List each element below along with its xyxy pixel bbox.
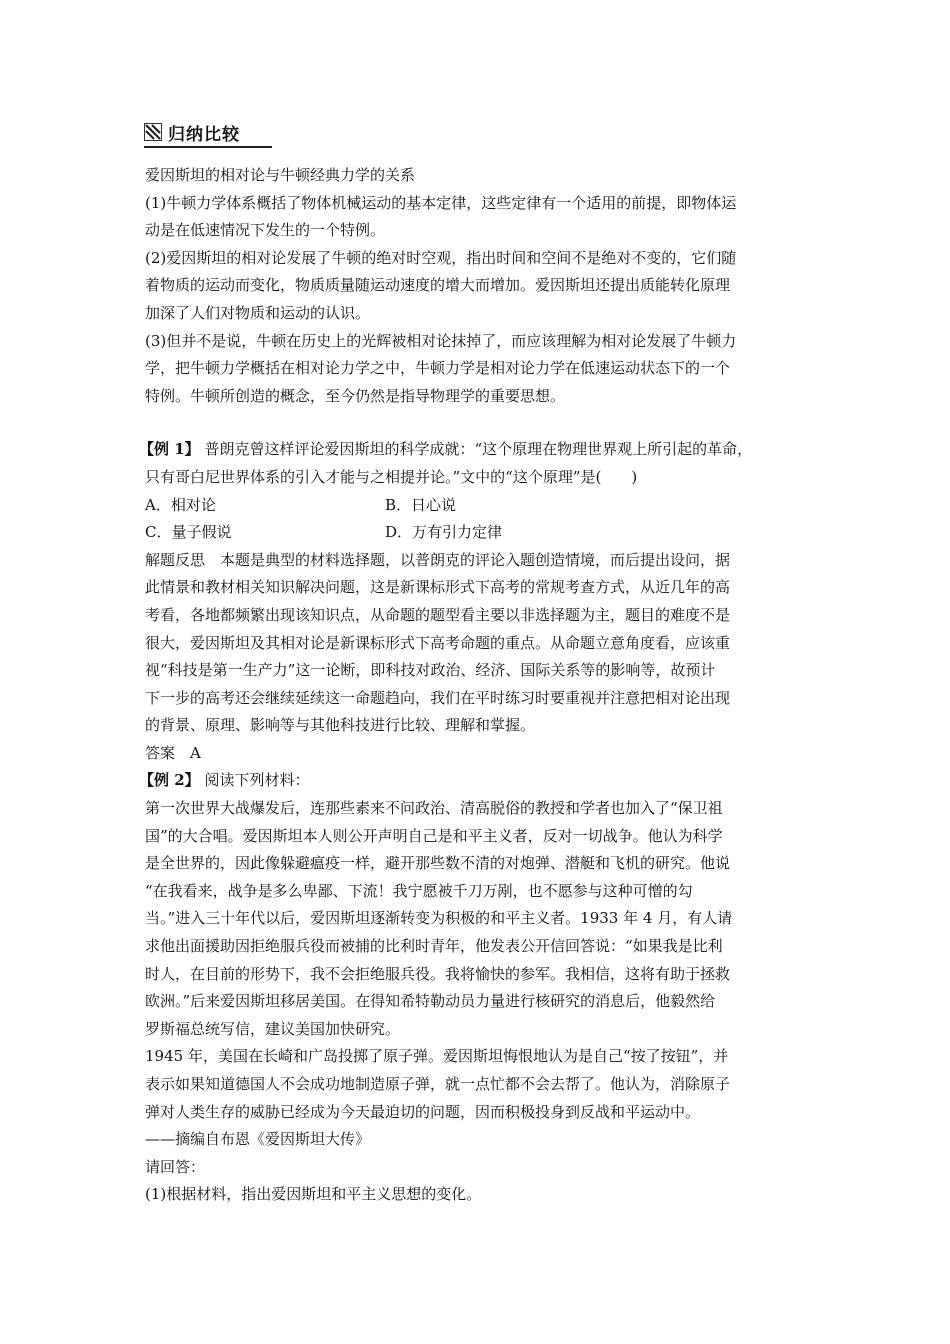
summary-line: (3)但并不是说，牛顿在历史上的光辉被相对论抹掉了，而应该理解为相对论发展了牛顿力 [145, 331, 737, 350]
reflection-line: 下一步的高考还会继续延续这一命题趋向，我们在平时练习时要重视并注意把相对论出现 [145, 688, 731, 707]
example2-intro: 阅读下列材料： [199, 771, 310, 790]
choices-row [145, 492, 835, 520]
material-line: “在我看来，战争是多么卑鄙、下流！我宁愿被千刀万剐，也不愿参与这种可憎的勾 [145, 881, 693, 900]
option-a: A．相对论 [145, 495, 216, 514]
reflection-line: 考看，各地都频繁出现该知识点，从命题的题型看主要以非选择题为主，题目的难度不是 [145, 605, 731, 624]
example1-question-line: 普朗克曾这样评论爱因斯坦的科学成就：“这个原理在物理世界观上所引起的革命， [199, 440, 753, 459]
material-line: 罗斯福总统写信，建议美国加快研究。 [145, 1019, 401, 1038]
section-header [144, 118, 272, 148]
material-line: 时人，在目前的形势下，我不会拒绝服兵役。我将愉快的参军。我相信，这将有助于拯救 [145, 964, 731, 983]
material-line: 弹对人类生存的威胁已经成为今天最迫切的问题，因而积极投身到反战和平运动中。 [145, 1102, 701, 1121]
reflection-line: 的背景、原理、影响等与其他科技进行比较、理解和掌握。 [145, 716, 536, 735]
material-line: 第一次世界大战爆发后，连那些素来不问政治、清高脱俗的教授和学者也加入了“保卫祖 [145, 799, 723, 818]
material-line: 当。”进入三十年代以后，爱因斯坦逐渐转变为积极的和平主义者。1933 年 4 月，有人请 [145, 909, 733, 928]
source-citation: ——摘编自布恩《爱因斯坦大传》 [145, 1130, 371, 1149]
summary-subtitle: 爱因斯坦的相对论与牛顿经典力学的关系 [145, 166, 416, 184]
diagonal-lines-icon [144, 123, 162, 141]
material-line: 欧洲。”后来爱因斯坦移居美国。在得知希特勒动员力量进行核研究的消息后，他毅然给 [145, 992, 716, 1011]
choices-row [145, 519, 835, 547]
section-title: 归纳比较 [168, 124, 240, 145]
example2-header [139, 767, 835, 795]
spacer [145, 410, 835, 436]
option-d: D．万有引力定律 [385, 523, 503, 542]
example1-question [139, 436, 835, 464]
option-b: B．日心说 [385, 495, 457, 514]
material-line: 是全世界的，因此像躲避瘟疫一样，避开那些数不清的对炮弹、潜艇和飞机的研究。他说 [145, 854, 731, 873]
question-1: (1)根据材料，指出爱因斯坦和平主义思想的变化。 [145, 1185, 482, 1204]
material-line: 表示如果知道德国人不会成功地制造原子弹，就一点忙都不会去帮了。他认为，消除原子 [145, 1075, 731, 1093]
reflection-line: 视“科技是第一生产力”这一论断，即科技对政治、经济、国际关系等的影响等，故预计 [145, 661, 716, 680]
summary-line: 动是在低速情况下发生的一个特例。 [145, 221, 386, 240]
example1-tag: 【例 1】 [139, 440, 200, 459]
prompt: 请回答： [145, 1157, 206, 1176]
document-page [139, 118, 835, 1209]
answer: 答案 A [145, 743, 201, 762]
summary-line: 学，把牛顿力学概括在相对论力学之中，牛顿力学是相对论力学在低速运动状态下的一个 [145, 359, 731, 378]
example1-question-line: 只有哥白尼世界体系的引入才能与之相提并论。”文中的“这个原理”是( ) [145, 467, 638, 486]
reflection-line: 很大，爱因斯坦及其相对论是新课标形式下高考命题的重点。从命题立意角度看，应该重 [145, 633, 731, 652]
option-c: C．量子假说 [145, 523, 232, 542]
material-line: 1945 年，美国在长崎和广岛投掷了原子弹。爱因斯坦悔恨地认为是自己“按了按钮”，并 [145, 1047, 729, 1066]
reflection-line: 解题反思 本题是典型的材料选择题，以普朗克的评论入题创造情境，而后提出设问，据 [145, 550, 731, 569]
summary-line: 着物质的运动而变化，物质质量随运动速度的增大而增加。爱因斯坦还提出质能转化原理 [145, 276, 731, 295]
material-line: 国”的大合唱。爱因斯坦本人则公开声明自己是和平主义者，反对一切战争。他认为科学 [145, 826, 723, 845]
summary-line: 加深了人们对物质和运动的认识。 [145, 303, 371, 322]
summary-line: (1)牛顿力学体系概括了物体机械运动的基本定律，这些定律有一个适用的前提，即物体运 [145, 193, 737, 212]
example2-tag: 【例 2】 [139, 771, 200, 790]
reflection-line: 此情景和教材相关知识解决问题，这是新课标形式下高考的常规考查方式，从近几年的高 [145, 578, 731, 597]
material-line: 求他出面援助因拒绝服兵役而被捕的比利时青年，他发表公开信回答说：“如果我是比利 [145, 937, 723, 956]
summary-line: (2)爱因斯坦的相对论发展了牛顿的绝对时空观，指出时间和空间不是绝对不变的，它们随 [145, 248, 737, 267]
summary-line: 特例。牛顿所创造的概念，至今仍然是指导物理学的重要思想。 [145, 386, 566, 405]
